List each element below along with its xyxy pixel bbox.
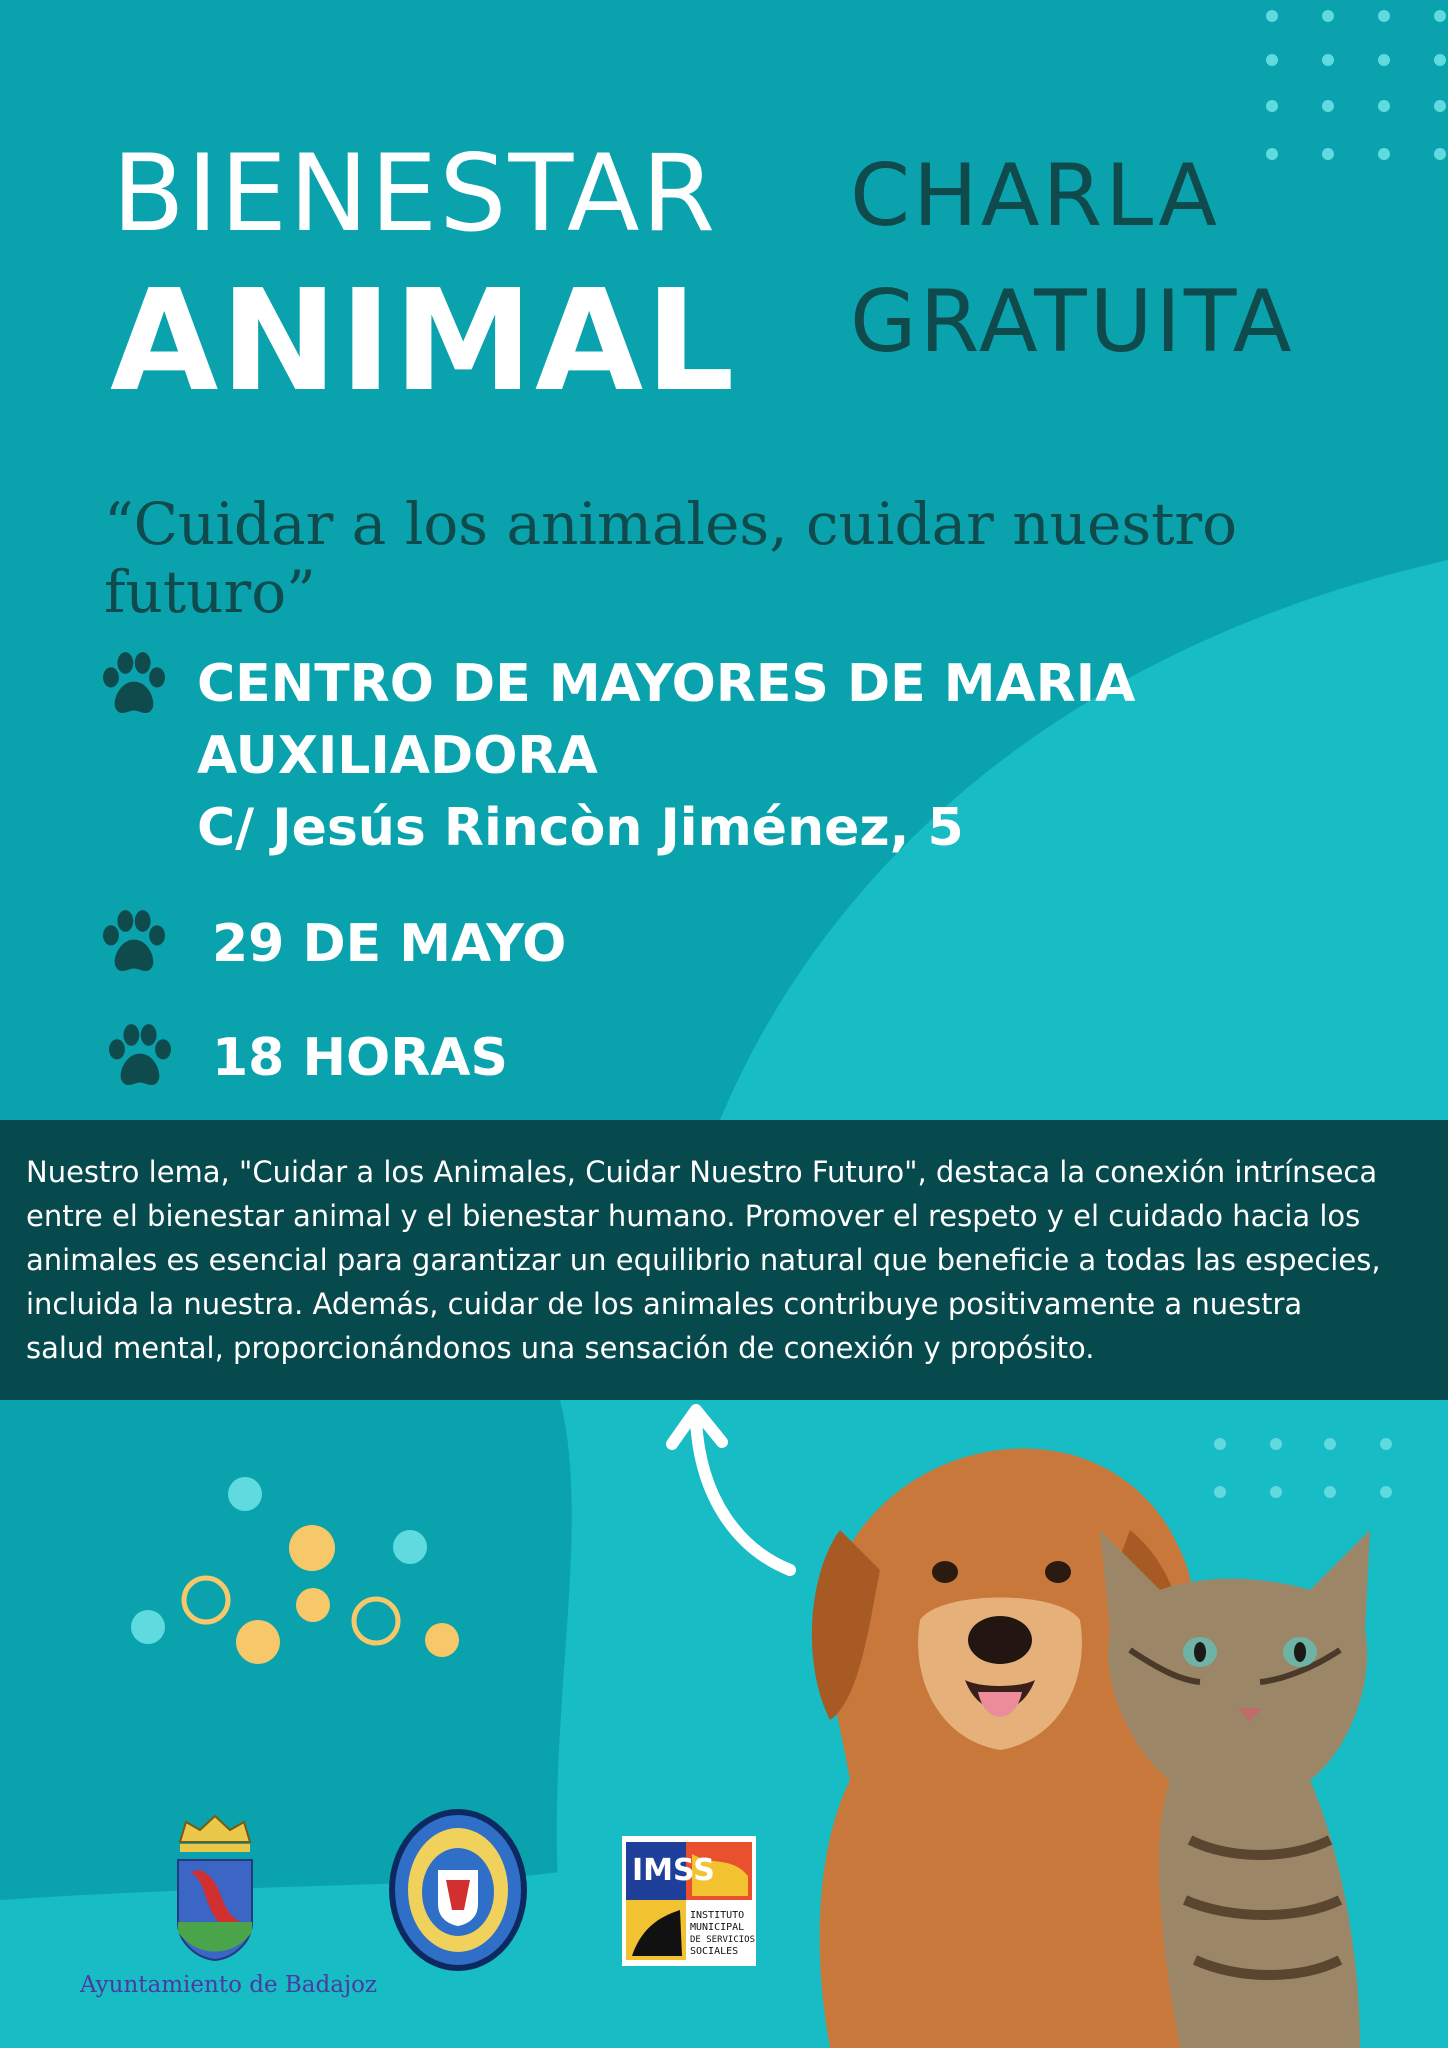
paw-icon xyxy=(104,1022,176,1094)
ayuntamiento-crest-logo xyxy=(170,1812,260,1962)
motto: “Cuidar a los animales, cuidar nuestro futuro” xyxy=(104,490,1238,626)
description-line: incluida la nuestra. Además, cuidar de los animales contribuye positivamente a nuestra xyxy=(26,1287,1303,1321)
description-line: salud mental, proporcionándonos una sensación de conexión y propósito. xyxy=(26,1331,1095,1365)
imss-logo xyxy=(622,1836,756,1966)
description-line: Nuestro lema, "Cuidar a los Animales, Cuidar Nuestro Futuro", destaca la conexión intrínseca xyxy=(26,1155,1378,1189)
tag-gratuita: GRATUITA xyxy=(850,272,1295,372)
event-date: 29 DE MAYO xyxy=(212,914,567,974)
title-animal: ANIMAL xyxy=(110,260,737,423)
paw-icon xyxy=(98,650,170,722)
description-box xyxy=(0,1120,1448,1400)
imss-text-line: MUNICIPAL xyxy=(690,1922,745,1933)
ayuntamiento-caption: Ayuntamiento de Badajoz xyxy=(80,1972,378,1998)
imss-text-line: SOCIALES xyxy=(690,1946,739,1957)
dog-and-cat-photo xyxy=(800,1420,1448,2048)
imss-text-line: INSTITUTO xyxy=(690,1910,745,1921)
venue-name-line1: CENTRO DE MAYORES DE MARIA xyxy=(197,654,1136,714)
event-time: 18 HORAS xyxy=(212,1028,508,1088)
imss-text-line: DE SERVICIOS xyxy=(690,1935,756,1945)
description-line: entre el bienestar animal y el bienestar humano. Promover el respeto y el cuidado hacia los xyxy=(26,1199,1361,1233)
tag-charla: CHARLA xyxy=(850,146,1221,246)
paw-icon xyxy=(98,908,170,980)
description-line: animales es esencial para garantizar un equilibrio natural que beneficie a todas las especies, xyxy=(26,1243,1381,1277)
venue-address: C/ Jesús Rincòn Jiménez, 5 xyxy=(197,798,964,858)
description-text xyxy=(26,1150,1426,1370)
title-bienestar: BIENESTAR xyxy=(112,132,718,255)
imss-abbreviation: IMSS xyxy=(632,1853,715,1888)
policia-local-badge-logo xyxy=(388,1800,528,1972)
venue-name-line2: AUXILIADORA xyxy=(197,726,598,786)
